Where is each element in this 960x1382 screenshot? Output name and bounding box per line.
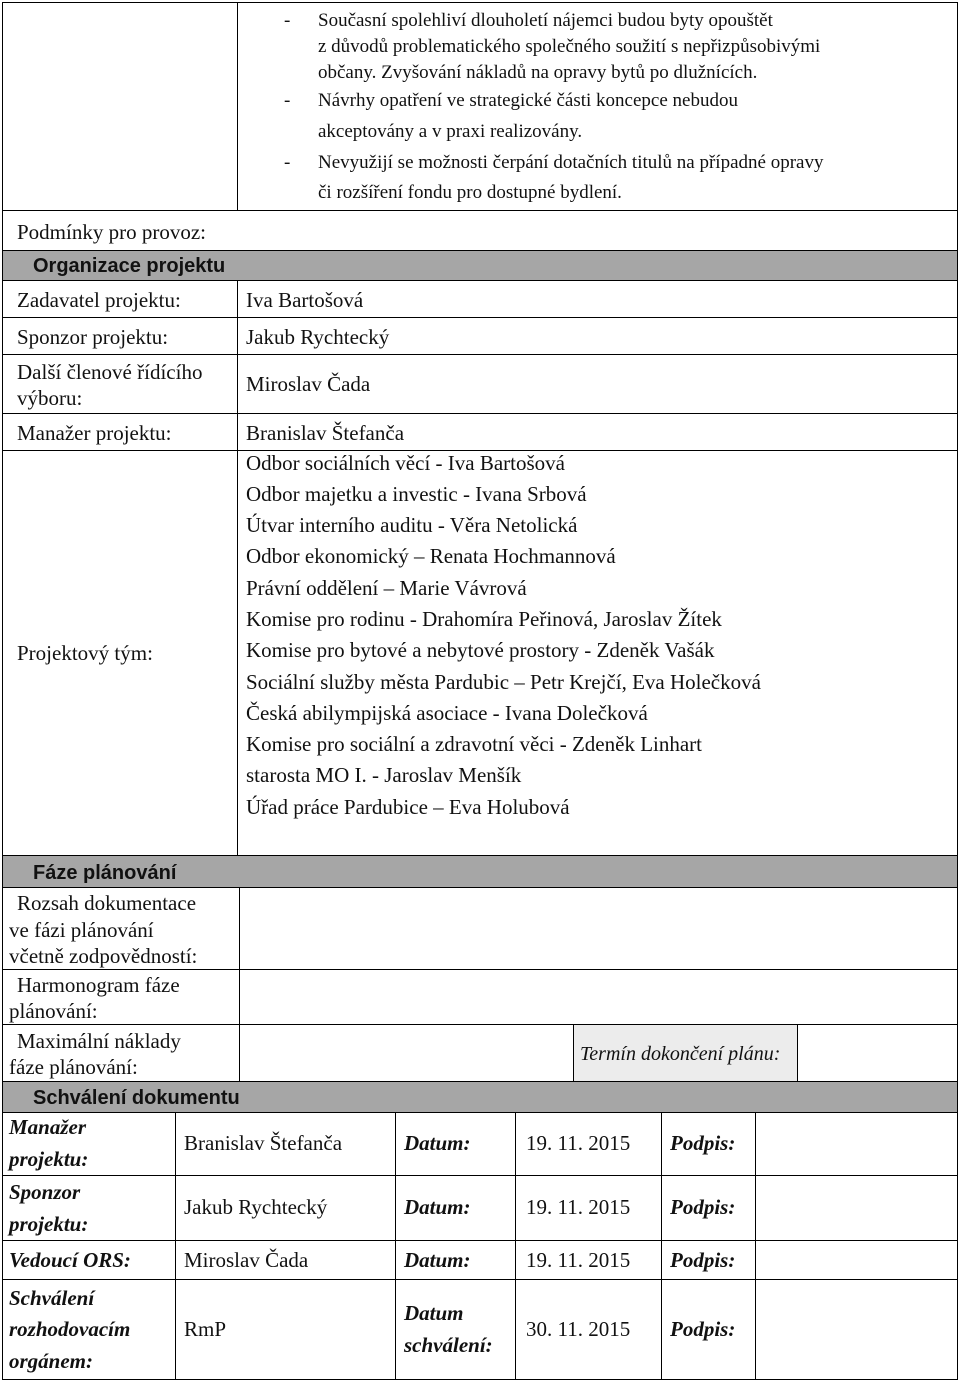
approval-row-1-date-label: Datum: (404, 1131, 471, 1155)
approval-row-4-date-label-line-1: Datum (404, 1301, 464, 1325)
client-label: Zadavatel projektu: (17, 288, 181, 312)
cost-value-cell (239, 1024, 574, 1082)
approval-row-4-role-cell (2, 1279, 176, 1380)
approval-row-3-date-cell (515, 1240, 662, 1280)
team-label: Projektový tým: (17, 641, 153, 665)
approval-row-1-sign-label-cell (661, 1112, 756, 1176)
scope-label-line-2: ve fázi plánování (9, 918, 154, 942)
risk-1-line-3: občany. Zvyšování nákladů na opravy bytů po dlužnících. (318, 62, 758, 83)
scope-label-line-1: Rozsah dokumentace (17, 891, 197, 915)
approval-row-4-name: RmP (184, 1317, 227, 1341)
approval-row-2-date: 19. 11. 2015 (526, 1195, 631, 1219)
approval-row-4-role-line-3: orgánem: (9, 1349, 93, 1373)
deadline-label: Termín dokončení plánu: (580, 1043, 781, 1065)
approval-row-1-name: Branislav Štefanča (184, 1131, 343, 1155)
sponsor-value: Jakub Rychtecký (246, 325, 390, 349)
approval-row-1-date-cell (515, 1112, 662, 1176)
cost-label-cell (2, 1024, 240, 1082)
manager-value-cell (237, 413, 958, 451)
approval-row-2-date-label: Datum: (404, 1195, 471, 1219)
approval-row-3-name-cell (175, 1240, 396, 1280)
deadline-value-cell (797, 1024, 958, 1082)
scope-value-cell (239, 887, 958, 970)
risk-1-bullet: - (284, 10, 291, 31)
approval-row-2-date-cell (515, 1175, 662, 1241)
approval-row-4-date-cell (515, 1279, 662, 1380)
cost-label-line-2: fáze plánování: (9, 1055, 138, 1079)
deadline-label-cell (573, 1024, 798, 1082)
team-label-cell (2, 450, 238, 856)
approval-header (2, 1081, 958, 1113)
approval-row-3-date-label: Datum: (404, 1248, 471, 1272)
schedule-label-line-2: plánování: (9, 999, 98, 1023)
approval-row-4-role-line-2: rozhodovacím (9, 1317, 131, 1341)
approval-row-4-sign-label-cell (661, 1279, 756, 1380)
risk-2-line-2: akceptovány a v praxi realizovány. (318, 121, 583, 142)
approval-row-3-date: 19. 11. 2015 (526, 1248, 631, 1272)
approval-row-4-sign-cell (755, 1279, 958, 1380)
approval-row-1-sign-label: Podpis: (670, 1131, 736, 1155)
approval-header-title: Schválení dokumentu (33, 1087, 240, 1109)
scope-label-line-3: včetně zodpovědností: (9, 944, 198, 968)
organization-header (2, 250, 958, 281)
committee-value-cell (237, 354, 958, 414)
approval-row-4-date-label-cell (395, 1279, 516, 1380)
team-member-2: Odbor majetku a investic - Ivana Srbová (246, 482, 587, 506)
committee-label-line-2: výboru: (17, 386, 83, 410)
schedule-label-line-1: Harmonogram fáze (17, 973, 180, 997)
team-member-5: Právní oddělení – Marie Vávrová (246, 576, 527, 600)
organization-header-title: Organizace projektu (33, 255, 226, 277)
risk-list-cell (237, 2, 958, 211)
team-member-12: Úřad práce Pardubice – Eva Holubová (246, 795, 570, 819)
approval-row-2-name-cell (175, 1175, 396, 1241)
approval-row-4-date-label-line-2: schválení: (404, 1333, 493, 1357)
approval-row-1-name-cell (175, 1112, 396, 1176)
approval-row-4-role-line-1: Schválení (9, 1286, 95, 1310)
team-member-4: Odbor ekonomický – Renata Hochmannová (246, 544, 616, 568)
committee-label-line-1: Další členové řídícího (17, 360, 203, 384)
approval-row-1-role-cell (2, 1112, 176, 1176)
team-member-6: Komise pro rodinu - Drahomíra Peřinová, Jaroslav Žítek (246, 607, 722, 631)
approval-row-1-role-line-2: projektu: (9, 1147, 89, 1171)
approval-row-4-name-cell (175, 1279, 396, 1380)
client-value-cell (237, 280, 958, 318)
conditions-row (2, 210, 958, 251)
team-member-8: Sociální služby města Pardubic – Petr Krejčí, Eva Holečková (246, 670, 761, 694)
approval-row-3-sign-label-cell (661, 1240, 756, 1280)
team-member-7: Komise pro bytové a nebytové prostory - Zdeněk Vašák (246, 638, 715, 662)
risk-3-bullet: - (284, 152, 291, 173)
planning-header (2, 855, 958, 888)
risk-1-line-1: Současní spolehliví dlouholetí nájemci budou byty opouštět (318, 10, 773, 31)
approval-row-2-role-line-2: projektu: (9, 1212, 89, 1236)
risk-label-cell (2, 2, 238, 211)
approval-row-2-role-line-1: Sponzor (9, 1180, 81, 1204)
scope-label-cell (2, 887, 240, 970)
sponsor-value-cell (237, 317, 958, 355)
approval-row-2-sign-cell (755, 1175, 958, 1241)
approval-row-1-date-label-cell (395, 1112, 516, 1176)
committee-label-cell (2, 354, 238, 414)
approval-row-2-name: Jakub Rychtecký (184, 1195, 328, 1219)
team-member-9: Česká abilympijská asociace - Ivana Dolečková (246, 701, 648, 725)
manager-label: Manažer projektu: (17, 421, 172, 445)
team-member-1: Odbor sociálních věcí - Iva Bartošová (246, 451, 565, 475)
team-member-10: Komise pro sociální a zdravotní věci - Zdeněk Linhart (246, 732, 703, 756)
approval-row-3-sign-cell (755, 1240, 958, 1280)
cost-label-line-1: Maximální náklady (17, 1029, 181, 1053)
approval-row-1-date: 19. 11. 2015 (526, 1131, 631, 1155)
approval-row-2-sign-label-cell (661, 1175, 756, 1241)
client-value: Iva Bartošová (246, 288, 364, 312)
approval-row-1-role-line-1: Manažer (9, 1115, 87, 1139)
approval-row-2-date-label-cell (395, 1175, 516, 1241)
approval-row-2-sign-label: Podpis: (670, 1195, 736, 1219)
conditions-label: Podmínky pro provoz: (17, 220, 206, 244)
team-member-3: Útvar interního auditu - Věra Netolická (246, 513, 578, 537)
committee-value: Miroslav Čada (246, 372, 371, 396)
risk-2-line-1: Návrhy opatření ve strategické části koncepce nebudou (318, 90, 738, 111)
risk-2-bullet: - (284, 90, 291, 111)
approval-row-4-date: 30. 11. 2015 (526, 1317, 631, 1341)
sponsor-label-cell (2, 317, 238, 355)
schedule-label-cell (2, 969, 240, 1025)
sponsor-label: Sponzor projektu: (17, 325, 169, 349)
approval-row-3-date-label-cell (395, 1240, 516, 1280)
risk-3-line-2: či rozšíření fondu pro dostupné bydlení. (318, 182, 622, 203)
planning-header-title: Fáze plánování (33, 862, 177, 884)
risk-3-line-1: Nevyužijí se možnosti čerpání dotačních titulů na případné opravy (318, 152, 824, 173)
approval-row-4-sign-label: Podpis: (670, 1317, 736, 1341)
manager-value: Branislav Štefanča (246, 421, 405, 445)
client-label-cell (2, 280, 238, 318)
risk-1-line-2: z důvodů problematického společného soužití s nepřizpůsobivými (318, 36, 821, 57)
approval-row-2-role-cell (2, 1175, 176, 1241)
team-member-11: starosta MO I. - Jaroslav Menšík (246, 763, 522, 787)
approval-row-3-role-line-1: Vedoucí ORS: (9, 1248, 131, 1272)
approval-row-1-sign-cell (755, 1112, 958, 1176)
approval-row-3-sign-label: Podpis: (670, 1248, 736, 1272)
manager-label-cell (2, 413, 238, 451)
approval-row-3-role-cell (2, 1240, 176, 1280)
schedule-value-cell (239, 969, 958, 1025)
approval-row-3-name: Miroslav Čada (184, 1248, 309, 1272)
